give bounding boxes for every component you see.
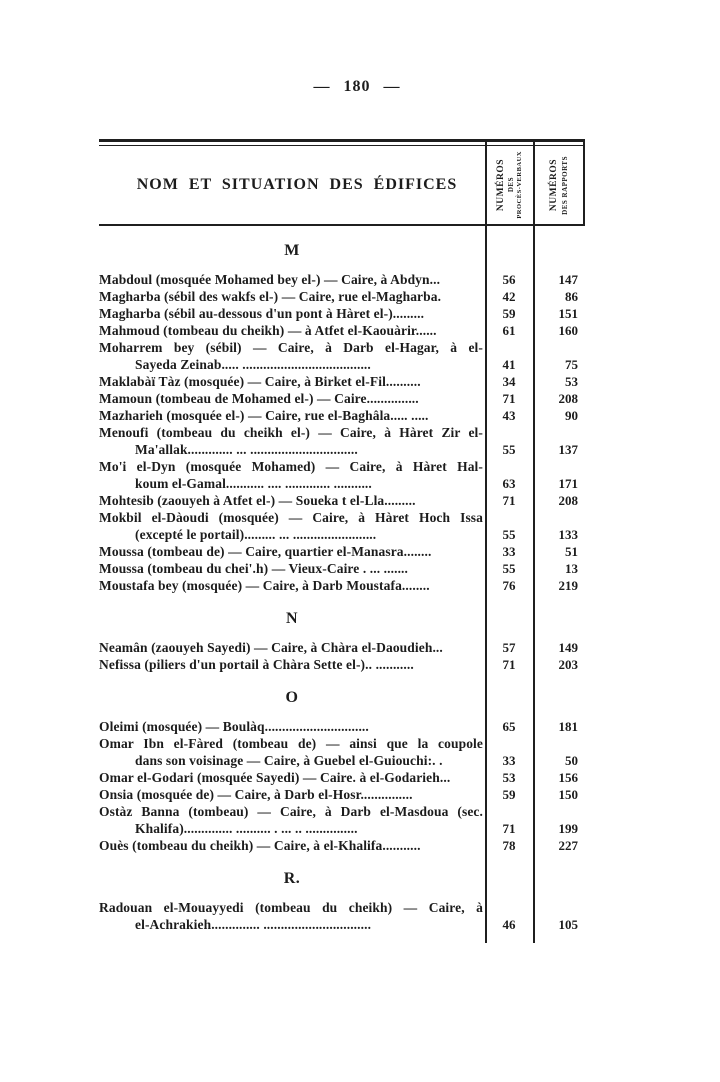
column-header-rapports	[533, 146, 585, 224]
section-heading: R.	[283, 870, 301, 887]
entry-name	[99, 577, 485, 594]
rapport-number: 171	[558, 476, 578, 491]
table-body	[99, 242, 585, 933]
rapport-number: 51	[565, 544, 578, 559]
table-row	[99, 509, 585, 543]
entry-name-line: Mohtesib (zaouyeh à Atfet el-) — Soueka t el-Lla.........	[99, 493, 416, 508]
table-row	[99, 786, 585, 803]
rapport-number: 105	[558, 917, 578, 932]
table-row	[99, 322, 585, 339]
entry-name	[99, 899, 485, 933]
table-row	[99, 769, 585, 786]
table-row	[99, 543, 585, 560]
column-header-proces-verbaux	[485, 146, 533, 224]
entry-name-line: Ostàz Banna (tombeau) — Caire, à Darb el-Masdoua (sec.	[99, 804, 483, 819]
table-row	[99, 305, 585, 322]
table-row	[99, 837, 585, 854]
proces-verbal-number: 55	[502, 527, 516, 542]
column-header-rap-line2: DES RAPPORTS	[561, 155, 569, 215]
entry-name	[99, 288, 485, 305]
proces-verbal-number: 59	[502, 787, 516, 802]
proces-verbal-number: 34	[502, 374, 516, 389]
table-row	[99, 803, 585, 837]
table-top-double-rule	[99, 139, 585, 146]
column-header-pv-line2: DES	[506, 177, 515, 193]
rapport-number: 86	[565, 289, 578, 304]
entry-name-line: Magharba (sébil au-dessous d'un pont à Hàret el-).........	[99, 306, 425, 321]
proces-verbal-number: 65	[502, 719, 516, 734]
rapport-number: 50	[565, 753, 578, 768]
proces-verbal-number: 61	[502, 323, 516, 338]
entry-name-line: Ma'allak............. ... ...............................	[135, 442, 358, 457]
entry-name-line: Neamân (zaouyeh Sayedi) — Caire, à Chàra el-Daoudieh...	[99, 640, 443, 655]
rapport-number: 13	[565, 561, 578, 576]
rapport-number: 203	[558, 657, 578, 672]
table-row	[99, 271, 585, 288]
entry-name	[99, 735, 485, 769]
proces-verbal-number: 33	[502, 753, 516, 768]
proces-verbal-number: 43	[502, 408, 516, 423]
entry-name-line: Nefissa (piliers d'un portail à Chàra Sette el-).. ...........	[99, 657, 414, 672]
proces-verbal-number: 42	[502, 289, 516, 304]
entry-name	[99, 639, 485, 656]
entry-name	[99, 769, 485, 786]
page-number: — 180 —	[313, 78, 401, 95]
entry-name	[99, 339, 485, 373]
entry-name	[99, 509, 485, 543]
proces-verbal-number: 78	[502, 838, 516, 853]
entry-name-line: Magharba (sébil des wakfs el-) — Caire, rue el-Magharba.	[99, 289, 442, 304]
entry-name	[99, 543, 485, 560]
entry-name-line: el-Achrakieh.............. ...............................	[135, 917, 372, 932]
rapport-number: 199	[558, 821, 578, 836]
rapport-number: 90	[565, 408, 578, 423]
column-divider-pv-rapports	[533, 141, 535, 943]
rapport-number: 147	[558, 272, 578, 287]
entry-name	[99, 837, 485, 854]
table-row	[99, 390, 585, 407]
proces-verbal-number: 59	[502, 306, 516, 321]
entry-name	[99, 407, 485, 424]
entry-name-line: Maklabàï Tàz (mosquée) — Caire, à Birket el-Fil..........	[99, 374, 421, 389]
entry-name-line: Omar Ibn el-Fàred (tombeau de) — ainsi que la coupole	[99, 736, 483, 751]
table-row	[99, 407, 585, 424]
proces-verbal-number: 57	[502, 640, 516, 655]
proces-verbal-number: 55	[502, 561, 516, 576]
proces-verbal-number: 63	[502, 476, 516, 491]
entry-name	[99, 718, 485, 735]
table-row	[99, 639, 585, 656]
section-heading: N	[285, 610, 299, 627]
entry-name	[99, 786, 485, 803]
rapport-number: 150	[558, 787, 578, 802]
entry-name	[99, 803, 485, 837]
entry-name-line: Moharrem bey (sébil) — Caire, à Darb el-Hagar, à el-	[99, 340, 483, 355]
entry-name-line: Omar el-Godari (mosquée Sayedi) — Caire. à el-Godarieh...	[99, 770, 451, 785]
entry-name	[99, 373, 485, 390]
proces-verbal-number: 55	[502, 442, 516, 457]
rapport-number: 149	[558, 640, 578, 655]
table-row	[99, 373, 585, 390]
column-divider-name-pv	[485, 141, 487, 943]
proces-verbal-number: 53	[502, 770, 516, 785]
section-heading: M	[284, 242, 300, 259]
entry-name-line: Oleimi (mosquée) — Boulàq..............................	[99, 719, 369, 734]
rapport-number: 208	[558, 493, 578, 508]
table-header-row	[99, 146, 585, 224]
table-row	[99, 577, 585, 594]
rapport-number: 160	[558, 323, 578, 338]
rapport-number: 227	[558, 838, 578, 853]
entry-name	[99, 458, 485, 492]
column-header-pv-line1: NUMÉROS	[495, 158, 506, 212]
rapport-number: 133	[558, 527, 578, 542]
entry-name	[99, 656, 485, 673]
proces-verbal-number: 46	[502, 917, 516, 932]
entry-name-line: Menoufi (tombeau du cheikh el-) — Caire, à Hàret Zir el-	[99, 425, 483, 440]
table-right-border	[583, 141, 585, 226]
table-header-bottom-rule	[99, 224, 585, 226]
proces-verbal-number: 71	[502, 821, 516, 836]
rapport-number: 208	[558, 391, 578, 406]
entry-name-line: Mamoun (tombeau de Mohamed el-) — Caire...............	[99, 391, 419, 406]
table-row	[99, 458, 585, 492]
entry-name-line: Ouès (tombeau du cheikh) — Caire, à el-Khalifa...........	[99, 838, 421, 853]
proces-verbal-number: 76	[502, 578, 516, 593]
entry-name-line: Moussa (tombeau du chei'.h) — Vieux-Caire . ... .......	[99, 561, 409, 576]
entry-name-line: Mazharieh (mosquée el-) — Caire, rue el-Baghâla..... .....	[99, 408, 429, 423]
rapport-number: 156	[558, 770, 578, 785]
entry-name-line: koum el-Gamal........... .... ............. ...........	[135, 476, 372, 491]
column-header-name: NOM ET SITUATION DES ÉDIFICES	[136, 176, 458, 193]
table-row	[99, 560, 585, 577]
rapport-number: 219	[558, 578, 578, 593]
entry-name-line: Onsia (mosquée de) — Caire, à Darb el-Hosr...............	[99, 787, 413, 802]
proces-verbal-number: 56	[502, 272, 516, 287]
edifices-table	[99, 139, 585, 933]
table-row	[99, 656, 585, 673]
entry-name-line: Radouan el-Mouayyedi (tombeau du cheikh) — Caire, à	[99, 900, 483, 915]
table-row	[99, 492, 585, 509]
entry-name	[99, 424, 485, 458]
entry-name	[99, 390, 485, 407]
entry-name-line: (excepté le portail)......... ... ........................	[135, 527, 377, 542]
rapport-number: 151	[558, 306, 578, 321]
column-header-rap-line1: NUMÉROS	[549, 158, 559, 212]
proces-verbal-number: 41	[502, 357, 516, 372]
table-row	[99, 735, 585, 769]
rapport-number: 137	[558, 442, 578, 457]
entry-name-line: Mabdoul (mosquée Mohamed bey el-) — Caire, à Abdyn...	[99, 272, 441, 287]
entry-name-line: Sayeda Zeinab..... .....................................	[135, 357, 371, 372]
entry-name-line: dans son voisinage — Caire, à Guebel el-Guiouchi:. .	[135, 753, 443, 768]
entry-name-line: Mahmoud (tombeau du cheikh) — à Atfet el-Kaouàrir......	[99, 323, 437, 338]
proces-verbal-number: 33	[502, 544, 516, 559]
entry-name-line: Moussa (tombeau de) — Caire, quartier el-Manasra........	[99, 544, 432, 559]
entry-name	[99, 322, 485, 339]
table-row	[99, 899, 585, 933]
entry-name	[99, 305, 485, 322]
table-row	[99, 718, 585, 735]
entry-name	[99, 560, 485, 577]
entry-name-line: Khalifa).............. .......... . ... .. ...............	[135, 821, 358, 836]
entry-name	[99, 492, 485, 509]
column-header-pv-line3: PROCÈS-VERBAUX	[515, 151, 523, 219]
entry-name-line: Mo'i el-Dyn (mosquée Mohamed) — Caire, à Hàret Hal-	[99, 459, 483, 474]
entry-name	[99, 271, 485, 288]
proces-verbal-number: 71	[502, 657, 516, 672]
proces-verbal-number: 71	[502, 493, 516, 508]
table-row	[99, 424, 585, 458]
entry-name-line: Mokbil el-Dàoudi (mosquée) — Caire, à Hàret Hoch Issa	[99, 510, 483, 525]
proces-verbal-number: 71	[502, 391, 516, 406]
section-heading: O	[285, 689, 299, 706]
table-row	[99, 288, 585, 305]
entry-name-line: Moustafa bey (mosquée) — Caire, à Darb Moustafa........	[99, 578, 430, 593]
rapport-number: 181	[558, 719, 578, 734]
rapport-number: 75	[565, 357, 578, 372]
rapport-number: 53	[565, 374, 578, 389]
table-row	[99, 339, 585, 373]
